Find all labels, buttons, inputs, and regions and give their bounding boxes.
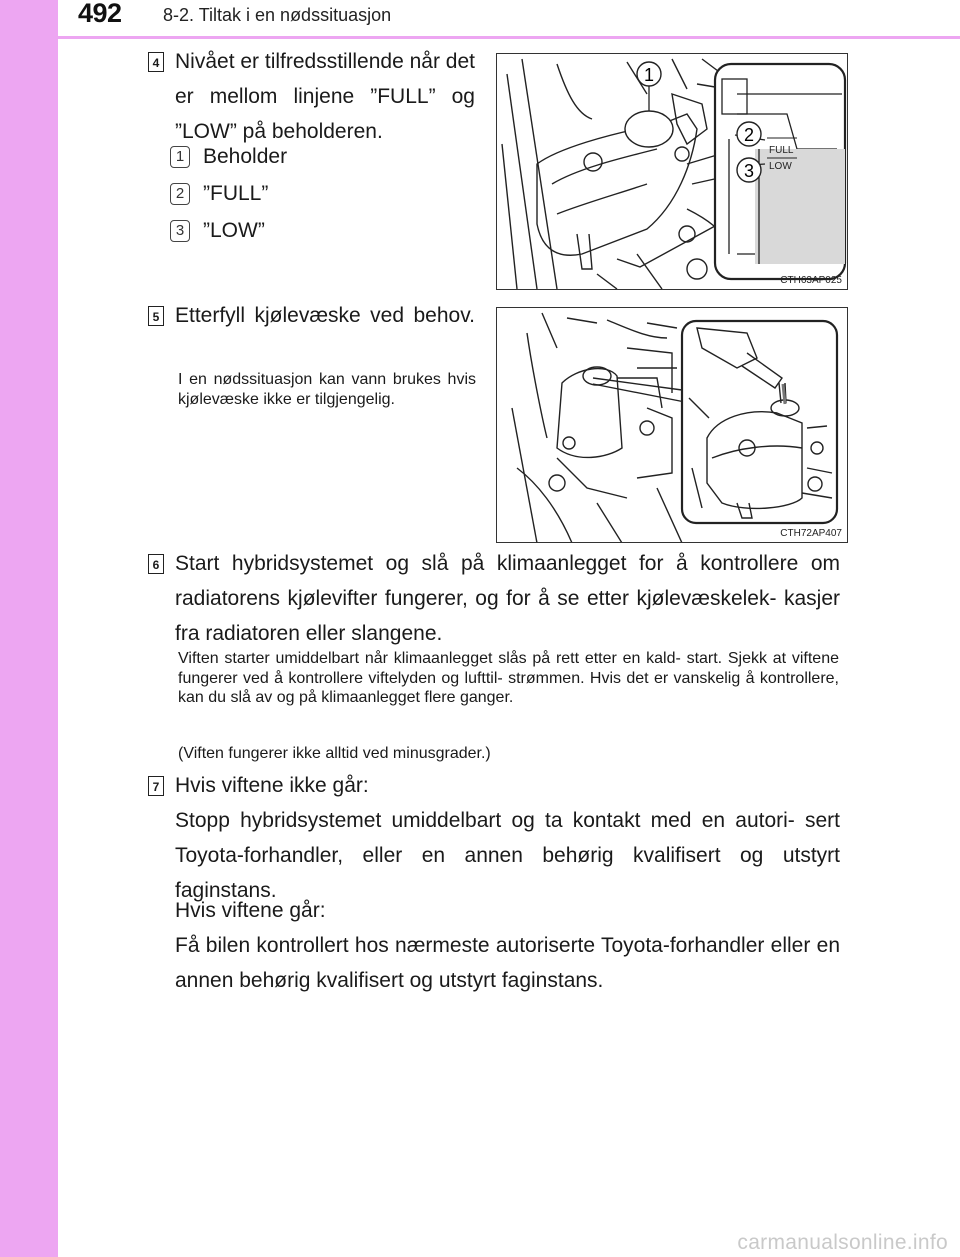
- callout-2: 2: [743, 125, 755, 145]
- low-level-label: LOW: [769, 161, 792, 172]
- item-number-3: 3: [170, 220, 190, 242]
- step-7-case2-text: Få bilen kontrollert hos nærmeste autoriserte Toyota-forhandler eller en annen behørig kvalifisert og utstyrt faginstans.: [175, 934, 840, 992]
- callout-1: 1: [643, 65, 655, 85]
- step-badge-5: 5: [148, 306, 164, 326]
- step-6-note: Viften starter umiddelbart når klimaanlegget slås på rett etter en kald- start. Sjekk at viftene fungerer ved å kontrollere viftelyden og lufttil- strømmen. Hvis det er vanskelig å kontrollere, kan du slå av og på klimaanlegget flere ganger.: [178, 650, 839, 706]
- item-label-full: ”FULL”: [203, 182, 269, 205]
- figure-code: CTH63AP025: [780, 275, 842, 286]
- item-number-2: 2: [170, 183, 190, 205]
- coolant-reservoir-illustration: [497, 54, 848, 290]
- coolant-reservoir-figure: [496, 53, 848, 290]
- step-5-text: Etterfyll kjølevæske ved behov.: [175, 304, 475, 327]
- step-badge-6: 6: [148, 554, 164, 574]
- coolant-refill-illustration: [497, 308, 848, 543]
- page-number: 492: [78, 0, 122, 28]
- step-7-case1-text: Stopp hybridsystemet umiddelbart og ta kontakt med en autori- sert Toyota-forhandler, eller en annen behørig kvalifisert og utstyrt faginstans.: [175, 809, 840, 902]
- item-label-low: ”LOW”: [203, 219, 265, 242]
- item-label-beholder: Beholder: [203, 145, 288, 168]
- step-5-note: I en nødssituasjon kan vann brukes hvis kjølevæske ikke er tilgjengelig.: [178, 371, 476, 408]
- step-4-text: Nivået er tilfredsstillende når det er mellom linjene ”FULL” og ”LOW” på beholderen.: [175, 50, 475, 143]
- step-6-text: Start hybridsystemet og slå på klimaanlegget for å kontrollere om radiatorens kjølevifter fungerer, og for å se etter kjølevæskelek- kasjer fra radiatoren eller slangene.: [175, 552, 840, 645]
- step-badge-4: 4: [148, 52, 164, 72]
- figure-code: CTH72AP407: [780, 528, 842, 539]
- coolant-refill-figure: [496, 307, 848, 543]
- header-rule: [58, 36, 960, 39]
- watermark: carmanualsonline.info: [737, 1231, 948, 1254]
- section-title: 8-2. Tiltak i en nødssituasjon: [163, 5, 392, 25]
- step-6-note-frost: (Viften fungerer ikke alltid ved minusgrader.): [178, 745, 491, 762]
- item-number-1: 1: [170, 146, 190, 168]
- full-level-label: FULL: [769, 145, 794, 156]
- step-badge-7: 7: [148, 776, 164, 796]
- step-7-case1-heading: Hvis viftene ikke går:: [175, 774, 369, 797]
- callout-3: 3: [743, 161, 755, 181]
- step-7-case2-heading: Hvis viftene går:: [175, 899, 326, 922]
- sidebar-tab-strip: [0, 0, 58, 1257]
